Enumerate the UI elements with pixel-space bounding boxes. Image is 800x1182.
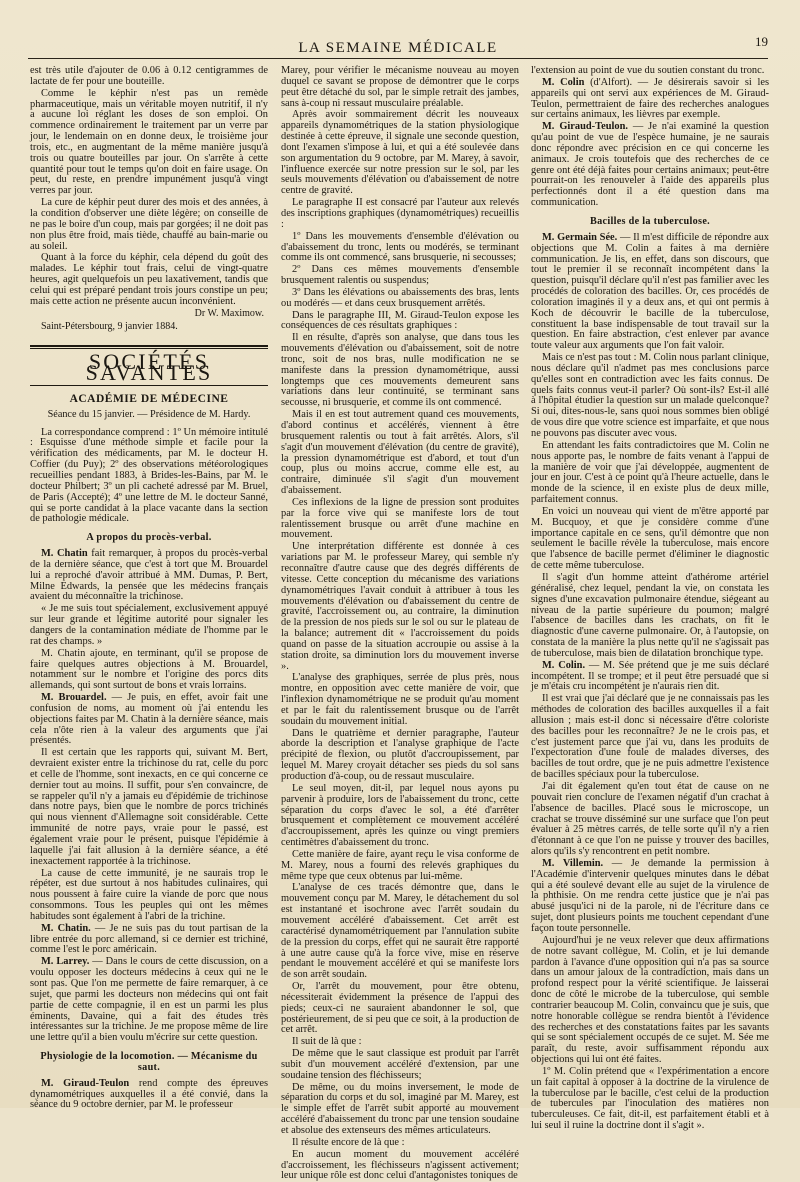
- place-date: Saint-Pétersbourg, 9 janvier 1884.: [41, 321, 178, 333]
- paragraph: l'extension au point de vue du soutien constant du tronc.: [531, 65, 765, 76]
- speech-text: — Je ne suis pas du tout partisan de la libre entrée du porc allemand, si ce dernier est trichiné, comme l'est le porc américain.: [30, 922, 268, 956]
- paragraph: De même, ou du moins inversement, le mode de séparation du corps et du sol, imaginé par M. Marey, est le simple effet de l'arrêt subit apporté au mouvement accéléré d'abaissement du tronc par une tension soudaine et absolue des extenseurs des mêmes articulateurs.: [281, 1081, 519, 1136]
- paragraph: Le paragraphe II est consacré par l'auteur aux relevés des inscriptions graphiques (dynamométriques) recueillis :: [281, 197, 519, 230]
- paragraph: Il suit de là que :: [292, 1036, 362, 1048]
- speech-text: — M. Sée prétend que je me suis déclaré incompétent. Il se trompe; et il peut être persuadé que si je m'étais cru incompétent je n'aurais rien dit.: [531, 659, 769, 693]
- speaker-name: M. Germain Sée.: [542, 231, 618, 243]
- paragraph: La correspondance comprend : 1º Un mémoire intitulé : Esquisse d'une méthode simple et facile pour la vérification des médicaments, par M. le docteur H. Coffier (du Puy); 2º des observations météorologiques recueillies pendant 1883, à Brides-les-Bains, par M. le docteur Philbert; 3º un pli cacheté adressé par M. Bruel, de Paris (Accepté); 4º une lettre de M. le docteur Sanné, qui se porte candidat à la place vacante dans la section de pathologie médicale.: [30, 426, 268, 525]
- paragraph: Mais il en est tout autrement quand ces mouvements, d'abord continus et accélérés, viennent à être brusquement ralentis ou tout à fait arrêtés. Alors, s'il s'agit d'un mouvement d'élévation (du centre de gravité), la pression dynamométrique est d'abord, et tout d'un coup, plus ou moins accrue, comme elle est, au contraire, diminuée s'il s'agit d'un mouvement d'abaissement.: [281, 409, 519, 497]
- speaker-name: M. Colin: [542, 76, 585, 88]
- speech-text: — Dans le cours de cette discussion, on a voulu opposer les docteurs médecins à ceux qui ne le sont pas. Que l'on me permette de faire remarquer, à ce sujet, que parmi les docteurs non médecins qui ont fait partie de cette compagnie, il en est un parmi les plus éminents, Davaine, qui a fait des études très intéressantes sur la trichine. Je me propose même de lire une lettre qu'il a bien voulu m'écrire sur cette question.: [30, 956, 268, 1044]
- paragraph: La cause de cette immunité, je ne saurais trop le répéter, est due surtout à nos habitudes culinaires, qui nous poussent à faire cuire la viande de porc que nous consommons. Tous les peuples qui ont les mêmes habitudes sont également à l'abri de la trichine.: [30, 867, 268, 922]
- speech-text: fait remarquer, à propos du procès-verbal de la dernière séance, que c'est à tort que M. Brouardel lui a reproché d'avoir attribué à MM. Dumas, P. Bert, Milne Edwards, la pensée que les médecins français avaient du méconnaître la trichinose.: [30, 548, 268, 603]
- speaker-name: M. Brouardel.: [41, 692, 107, 704]
- subsection-heading: Physiologie de la locomotion. — Mécanisme du saut.: [40, 1051, 258, 1073]
- subsection-heading: A propos du procès-verbal.: [86, 532, 212, 544]
- paragraph: Après avoir sommairement décrit les nouveaux appareils dynamométriques de la station physiologique destinée à cette épreuve, il signale une seconde question, dont l'examen s'impose à lui, et qui a été soulevée dans son argumentation du 9 octobre, par M. Marey, à savoir, l'influence exercée sur notre pression sur le sol, par les seuls mouvements d'élévation ou d'abaissement de notre centre de gravité.: [281, 109, 519, 197]
- paragraph: [531, 122, 769, 209]
- paragraph: [531, 78, 769, 121]
- paragraph: [531, 233, 769, 352]
- paragraph: L'analyse des graphiques, serrée de plus près, nous montre, en opposition avec cette manière de voir, que l'inflexion dynamométrique ne se produit qu'au moment et par le fait du ralentissement brusque ou de l'arrêt soudain du mouvement initial.: [281, 672, 519, 727]
- paragraph: 3º Dans les élévations ou abaissements des bras, lents ou modérés — et dans ceux brusquement arrêtés.: [281, 286, 519, 309]
- session-line: Séance du 15 janvier. — Présidence de M. Hardy.: [47, 408, 251, 420]
- paragraph: Dans le paragraphe III, M. Giraud-Teulon expose les conséquences de ces résultats graphiques :: [281, 309, 519, 332]
- divider: [30, 385, 268, 386]
- speaker-name: M. Villemin.: [542, 857, 604, 869]
- paragraph: En voici un nouveau qui vient de m'être apporté par M. Bucquoy, et que je considère comme d'une importance capitale en ce sens, qu'il démontre que non seulement le bacille révèle la tuberculose, mais encore que l'absence de bacille permet d'éliminer le diagnostic de cette même tuberculose.: [531, 505, 769, 572]
- paragraph: De même que le saut classique est produit par l'arrêt subit d'un mouvement accéléré d'extension, par une soudaine tension des fléchisseurs;: [281, 1048, 519, 1081]
- speaker-name: M. Giraud-Teulon: [41, 1077, 130, 1089]
- paragraph: Cette manière de faire, ayant reçu le visa conforme de M. Marey, nous a fourni des relevés graphiques du même type que ceux obtenus par lui-même.: [281, 848, 519, 882]
- paragraph: Dans le quatrième et dernier paragraphe, l'auteur aborde la description et l'analyse graphique de l'acte précipité de flexion, ou plutôt d'accroupissement, par lequel M. Marey croyait détacher ses pieds du sol sans production d'à-coup, ou de ressaut musculaire.: [281, 727, 519, 782]
- paragraph: Il en résulte, d'après son analyse, que dans tous les mouvements d'élévation ou d'abaissement, soit de notre tronc, soit de nos bras, nulle modification ne se manifeste dans la pression dynamométrique, aussi longtemps que ces mouvements demeurent sans variations dans leur continuité, se terminant sans secousse, ni brusquerie, et comme ils ont commencé.: [281, 332, 519, 409]
- paragraph: Une interprétation différente est donnée à ces variations par M. le professeur Marey, qui semble n'y reconnaître d'autre cause que des degrés différents de vitesse. Cette conception du mécanisme des variations dynamométriques l'avait conduit à attribuer à tous les mouvements d'élévation ou d'abaissement du centre de gravité, l'accroissement ou, au contraire, la diminution de la pression de nos pieds sur le sol ou sur le plateau de la balance; autrement dit « l'accroissement du poids quand on passe de la situation accroupie ou assise à la station droite, sa diminution lors du mouvement inverse ».: [281, 541, 519, 672]
- journal-title: LA SEMAINE MÉDICALE: [298, 40, 498, 56]
- speech-text: — Je demande la permission à l'Académie d'intervenir quelques minutes dans le débat qui a été soulevé devant elle au sujet de la virulence de la phthisie. On me rendra cette justice que je n'ai pas abusé jusqu'ici ni de la parole, ni de l'écriture dans ce sujet, dont plusieurs points me touchent cependant d'une façon toute personnelle.: [531, 857, 770, 934]
- paragraph: [531, 859, 769, 935]
- paragraph: Comme le képhir n'est pas un remède pharmaceutique, mais un véritable moyen nutritif, il n'y a aucune loi réglant les doses de son emploi. On commence ordinairement le traitement par un verre par jour, le lendemain on en donne deux, le troisième jour trois, etc., en augmentant de la même manière jusqu'à trois ou quatre bouteilles par jour. On s'arrête à cette quantité pour tout le temps qu'on doit en faire usage. On peut, du reste, en prendre impunément jusqu'à vingt verres par jour.: [30, 87, 268, 197]
- divider: [30, 345, 268, 347]
- paragraph: [30, 957, 268, 1044]
- subsection-heading: Bacilles de la tuberculose.: [590, 215, 710, 227]
- speaker-name: M. Colin.: [542, 659, 586, 671]
- paragraph: Quant à la force du képhir, cela dépend du goût des malades. Le képhir tout frais, celui de vingt-quatre heures, agit quelquefois un peu laxativement, tandis que celui qui est préparé pendant trois jours constipe un peu; mais cette action ne présente aucun inconvénient.: [30, 252, 268, 307]
- paragraph: En attendant les faits contradictoires que M. Colin ne nous apporte pas, le nombre de faits venant à l'appui de la manière de voir que j'ai développée, augmentent de jour en jour. C'est à ce point qu'à l'heure actuelle, dans le monde de la science, il en existe plus de deux mille, parfaitement connus.: [531, 439, 769, 506]
- author-signature: Dr W. Maximow.: [194, 307, 264, 319]
- paragraph: [531, 661, 769, 694]
- paragraph: 2º Dans ces mêmes mouvements d'ensemble brusquement ralentis ou suspendus;: [281, 264, 519, 287]
- speech-text: — Je puis, en effet, avoir fait une confusion de noms, au moment où j'ai entendu les objections faites par M. Chatin à la dernière séance, mais cela n'ôte rien à la valeur des arguments que j'ai présentés.: [30, 692, 268, 747]
- speech-text: — Je n'ai examiné la question qu'au point de vue de l'espèce humaine, je ne saurais donc répondre avec précision en ce qui concerne les animaux. Je crois toutefois que des recherches de ce genre ont été déjà faites pour certains animaux; peut-être pourrait-on les renouveler à l'aide des appareils plus perfectionnés dont il a été question dans ma communication.: [531, 121, 769, 209]
- page-header: [28, 34, 768, 59]
- paragraph: Marey, pour vérifier le mécanisme nouveau au moyen duquel ce savant se propose de démontrer que le corps peut être détaché du sol, par le simple retrait des jambes, sans à-coup ni ressaut musculaire préalable.: [281, 65, 519, 109]
- paragraph: Ces inflexions de la ligne de pression sont produites par la force vive qui se manifeste lors de tout ralentissement brusque ou arrêt d'une machine en mouvement.: [281, 496, 519, 541]
- speaker-name: M. Chatin: [41, 548, 88, 560]
- speaker-name: M. Chatin.: [41, 922, 91, 934]
- paragraph: Aujourd'hui je ne veux relever que deux affirmations de notre savant collègue, M. Colin, et je lui demande pardon à l'avance d'une opposition qui n'a pas sa source dans un amour jaloux de la contradiction, mais dans un profond respect pour la vérité scientifique. Je laisserai donc de côté le microbe de la tuberculose, qui semble contrarier beaucoup M. Colin, convaincu que je suis, que notre honorable collègue se rendra bientôt à l'évidence des recherches et des constatations faites par les savants qui se sont spécialement occupés de ce sujet. M. Sée me paraît, du reste, avoir suffisamment répondu aux objections qui lui ont été faites.: [531, 934, 769, 1066]
- paragraph: Mais ce n'est pas tout : M. Colin nous parlant clinique, nous déclare qu'il n'admet pas mes conclusions parce qu'elles sont en contradiction avec les faits connus. De quels faits connus veut-il parler? Où sont-ils? Est-il allé à l'hôpital étudier la question sur un malade quelconque? Si oui, dites-nous-le, sans quoi nous sommes bien obligé de vous dire que votre science est imparfaite, et que nous ne pouvons pas discuter avec vous.: [531, 352, 769, 439]
- paragraph: Le seul moyen, dit-il, par lequel nous ayons pu parvenir à produire, lors de l'abaissement du tronc, cette séparation du corps d'avec le sol, a été d'arrêter brusquement et complètement ce mouvement accéléré d'accroupissement, après les quinze ou vingt premiers centimètres d'abaissement du tronc.: [281, 782, 519, 849]
- paragraph: L'analyse de ces tracés démontre que, dans le mouvement conçu par M. Marey, le détachement du sol est instantané et isochrone avec l'arrêt soudain du mouvement accéléré d'abaissement. Cet arrêt est caractérisé dynamométriquement par l'annulation subite de la pression du corps, effet qui ne saurait être rapporté à une autre cause qu'à la force vive, mise en réserve pendant le mouvement accéléré et qui se manifeste lors de son arrêt soudain.: [281, 882, 519, 981]
- column-left: [30, 65, 269, 1111]
- paragraph: Il résulte encore de là que :: [292, 1136, 405, 1148]
- paragraph: La cure de képhir peut durer des mois et des années, à la condition d'observer une diète légère; on conseille de ne pas le boire d'un coup, mais par gorgées; il ne doit pas non plus être froid, mais tiède, chauffé au bain-marie ou au soleil.: [30, 197, 268, 252]
- academy-heading: ACADÉMIE DE MÉDECINE: [69, 392, 229, 405]
- column-middle: [281, 65, 519, 1182]
- paragraph: [30, 924, 268, 957]
- speaker-name: M. Giraud-Teulon.: [542, 121, 628, 133]
- speech-text: (d'Alfort). — Je désirerais savoir si les appareils qui ont servi aux expériences de M. Giraud-Teulon, permettraient de faire des recherches analogues sur certains animaux, les lièvres par exemple.: [531, 76, 769, 121]
- speech-text: rend compte des épreuves dynamométriques auxquelles il a été convié, dans la séance du 9 octobre dernier, par M. le professeur: [30, 1077, 269, 1111]
- paragraph: Il est vrai que j'ai déclaré que je ne connaissais pas les méthodes de coloration des bacilles auxquelles il a fait allusion ; mais est-il donc si nécessaire d'être coloriste des bacilles pour les reconnaître? Je ne le crois pas, et c'est justement parce que j'ai vu, dans les produits de l'expectoration d'une foule de malades diverses, des bacilles de tout ordre, que je ne puis admettre l'existence de bacilles spéciaux pour la tuberculose.: [531, 693, 769, 781]
- paragraph: Il est certain que les rapports qui, suivant M. Bert, devraient exister entre la trichinose du rat, celle du porc et celle de l'homme, sont inexacts, en ce qui concerne ce dernier tout au moins. Il suffit, pour s'en convaincre, de se rappeler qu'il n'y a jamais eu d'épidémie de trichinose dans notre pays, bien que le nombre de porcs trichinés qui nous viennent d'Allemagne soit considérable. Cette immunité de notre pays, vraie pour le passé, est également vraie pour le présent, puisque l'épidémie à laquelle j'ai fait allusion à la dernière séance, a été inexactement rapportée à la trichinose.: [30, 747, 268, 867]
- paragraph: [30, 549, 268, 603]
- paragraph: est très utile d'ajouter de 0.06 à 0.12 centigrammes de lactate de fer pour une bouteille.: [30, 65, 268, 87]
- page-number: 19: [755, 34, 768, 49]
- paragraph: « Je me suis tout spécialement, exclusivement appuyé sur leur grande et légitime autorité pour signaler les dangers de la contamination médiate de l'homme par le rat des champs. »: [30, 603, 268, 647]
- paragraph: 1º Dans les mouvements d'ensemble d'élévation ou d'abaissement du tronc, lents ou modérés, se terminant comme ils ont commencé, sans brusquerie, ni secousses;: [281, 230, 519, 264]
- paragraph: [30, 1079, 268, 1112]
- column-right: [531, 65, 770, 1132]
- paragraph: Or, l'arrêt du mouvement, pour être obtenu, nécessiterait évidemment la présence de l'appui des pieds; ceux-ci ne sauraient abandonner le sol, que postérieurement, de si peu que ce soit, à la production de cet arrêt.: [281, 981, 519, 1036]
- paragraph: J'ai dit également qu'en tout état de cause on ne pouvait rien conclure de l'examen négatif d'un crachat à l'absence de bacilles. Placé sous le microscope, un crachat se trouve disséminé sur une surface que l'on peut évaluer à 25 mètres carrés, de telle sorte qu'il n'y a rien d'étonnant à ce que l'on ne puisse y trouver des bacilles, alors qu'ils s'y rencontrent en petit nombre.: [531, 781, 769, 858]
- paragraph: Il s'agit d'un homme atteint d'athérome artériel généralisé, chez lequel, pendant la vie, on constata les signes d'une excavation pulmonaire étendue, siégeant au niveau de la partie supérieure du poumon; malgré l'absence de bacilles dans les crachats, on fit le diagnostic d'une caverne pulmonaire. Or, à l'autopsie, on constata de la manière la plus nette qu'il ne s'agissait pas de tuberculose, mais bien de dilatation bronchique type.: [531, 571, 769, 659]
- paragraph: M. Chatin ajoute, en terminant, qu'il se propose de faire quelques autres objections à M. Brouardel, notamment sur le nombre et l'origine des porcs dits allemands, qui sont surtout de bons et vrais lorrains.: [30, 647, 268, 692]
- speaker-name: M. Larrey.: [41, 956, 90, 968]
- section-title: SOCIÉTÉS SAVANTES: [85, 349, 213, 386]
- speech-text: — Il m'est difficile de répondre aux objections que M. Colin a faites à ma dernière communication. Je lis, en effet, dans son discours, que tout le premier il se reconnaît incompétent dans la question, puisqu'il déclare qu'il n'est pas familier avec les procédés de coloration des bacilles. Or, ces procédés de coloration imaginés il y a deux ans, et qui ont permis à Koch de découvrir le bacille de la tuberculose, constituent la base indispensable de tout travail sur la question. En faire abstraction, c'est enlever par avance toute valeur aux arguments que l'on fait valoir.: [531, 231, 769, 352]
- paragraph: [30, 693, 268, 747]
- paragraph: En aucun moment du mouvement accéléré d'accroissement, les fléchisseurs n'agissent activement; leur unique rôle est donc celui d'antagonistes toniques de: [281, 1148, 519, 1182]
- paragraph: 1º M. Colin prétend que « l'expérimentation a encore un fait capital à opposer à la doctrine de la virulence de la tuberculose par le bacille, c'est celui de la production de tubercules par l'inoculation des matières non tuberculeuses. Ce fait, dit-il, est parfaitement établi et à lui seul il ruine la doctrine dont il s'agit ».: [531, 1065, 769, 1132]
